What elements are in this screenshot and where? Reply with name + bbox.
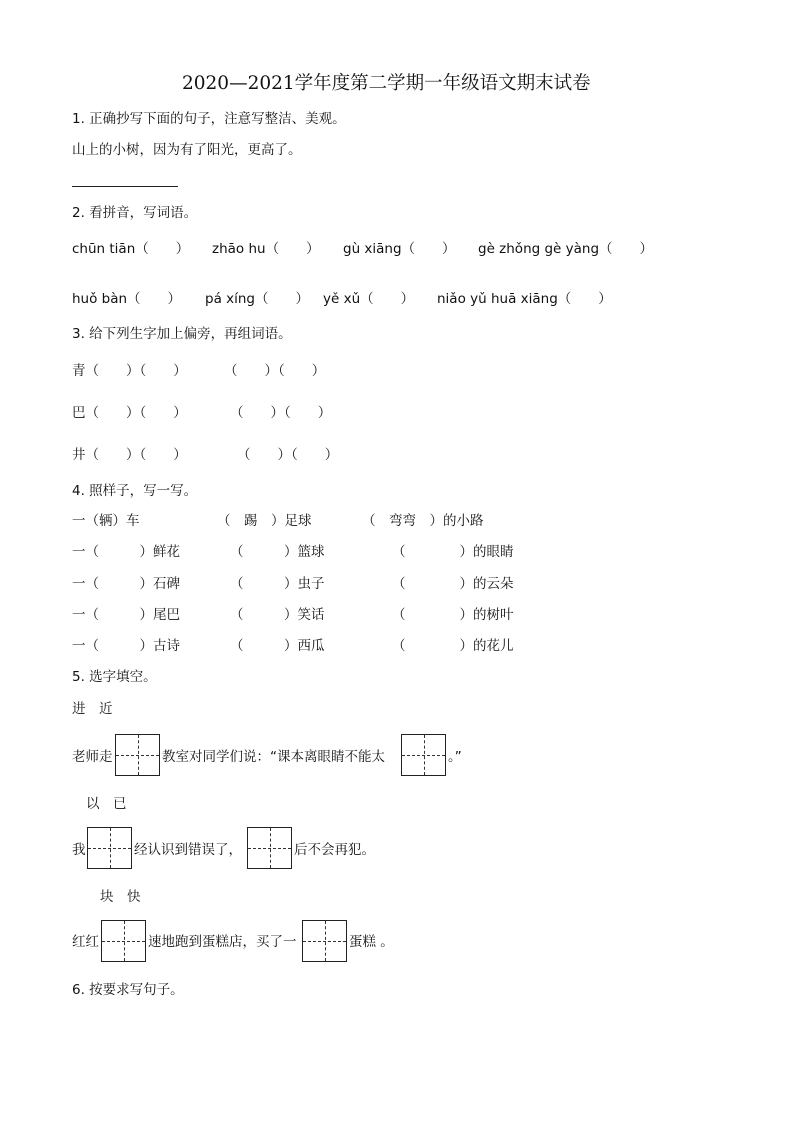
fill-item: 一（ ）石碑 bbox=[72, 576, 180, 592]
pinyin-item: gè zhǒng gè yàng（ ） bbox=[478, 241, 654, 257]
pinyin-item: gù xiāng（ ） bbox=[343, 241, 456, 257]
radical-item: （ ）（ ） bbox=[224, 363, 326, 379]
fill-item: （ ）虫子 bbox=[230, 576, 325, 592]
fill-item: 一（ ）鲜花 bbox=[72, 544, 180, 560]
tianzige-box[interactable] bbox=[302, 920, 347, 962]
example-item: （ 踢 ）足球 bbox=[217, 513, 312, 529]
sentence-part: 教室对同学们说：“课本离眼睛不能太 bbox=[162, 749, 385, 765]
question-2-heading: 2. 看拼音，写词语。 bbox=[72, 205, 198, 221]
sentence-part: 红红 bbox=[72, 934, 99, 950]
fill-item: （ ）的花儿 bbox=[392, 638, 514, 654]
sentence-part: 老师走 bbox=[72, 749, 113, 765]
tianzige-box[interactable] bbox=[401, 734, 446, 776]
sentence-part: 经认识到错误了， bbox=[134, 842, 242, 858]
pinyin-item: pá xíng（ ） bbox=[205, 291, 309, 307]
fill-item: （ ）篮球 bbox=[230, 544, 325, 560]
pinyin-item: niǎo yǔ huā xiāng（ ） bbox=[437, 291, 612, 307]
question-3-heading: 3. 给下列生字加上偏旁，再组词语。 bbox=[72, 326, 292, 342]
question-5-heading: 5. 选字填空。 bbox=[72, 669, 157, 685]
radical-item: （ ）（ ） bbox=[230, 405, 332, 421]
fill-item: （ ）的眼睛 bbox=[392, 544, 514, 560]
sentence-part: 后不会再犯。 bbox=[294, 842, 375, 858]
sentence-part: 速地跑到蛋糕店，买了一 bbox=[148, 934, 297, 950]
fill-item: 一（ ）古诗 bbox=[72, 638, 180, 654]
tianzige-box[interactable] bbox=[87, 827, 132, 869]
fill-item: （ ）的树叶 bbox=[392, 607, 514, 623]
question-6-heading: 6. 按要求写句子。 bbox=[72, 982, 184, 998]
pinyin-item: chūn tiān（ ） bbox=[72, 241, 190, 257]
radical-item: 青（ ）（ ） bbox=[72, 363, 187, 379]
example-item: （ 弯弯 ）的小路 bbox=[362, 513, 484, 529]
fill-item: （ ）笑话 bbox=[230, 607, 325, 623]
sentence-part: 。” bbox=[448, 749, 462, 765]
sentence-part: 蛋糕 。 bbox=[349, 934, 394, 950]
word-options: 以 已 bbox=[86, 796, 127, 812]
fill-item: 一（ ）尾巴 bbox=[72, 607, 180, 623]
pinyin-item: huǒ bàn（ ） bbox=[72, 291, 182, 307]
tianzige-box[interactable] bbox=[115, 734, 160, 776]
radical-item: 井（ ）（ ） bbox=[72, 447, 187, 463]
radical-item: 巴（ ）（ ） bbox=[72, 405, 187, 421]
example-item: 一（辆）车 bbox=[72, 513, 140, 529]
question-4-heading: 4. 照样子，写一写。 bbox=[72, 483, 198, 499]
fill-item: （ ）西瓜 bbox=[230, 638, 325, 654]
radical-item: （ ）（ ） bbox=[237, 447, 339, 463]
pinyin-item: zhāo hu（ ） bbox=[212, 241, 320, 257]
page-title: 2020—2021学年度第二学期一年级语文期末试卷 bbox=[182, 73, 591, 94]
pinyin-item: yě xǔ（ ） bbox=[323, 291, 415, 307]
tianzige-box[interactable] bbox=[247, 827, 292, 869]
question-1-sentence: 山上的小树，因为有了阳光，更高了。 bbox=[72, 142, 302, 158]
word-options: 块 快 bbox=[100, 889, 141, 905]
answer-line bbox=[72, 186, 178, 187]
word-options: 进 近 bbox=[72, 701, 113, 717]
fill-item: （ ）的云朵 bbox=[392, 576, 514, 592]
question-1-heading: 1. 正确抄写下面的句子，注意写整洁、美观。 bbox=[72, 111, 346, 127]
tianzige-box[interactable] bbox=[101, 920, 146, 962]
sentence-part: 我 bbox=[72, 842, 86, 858]
